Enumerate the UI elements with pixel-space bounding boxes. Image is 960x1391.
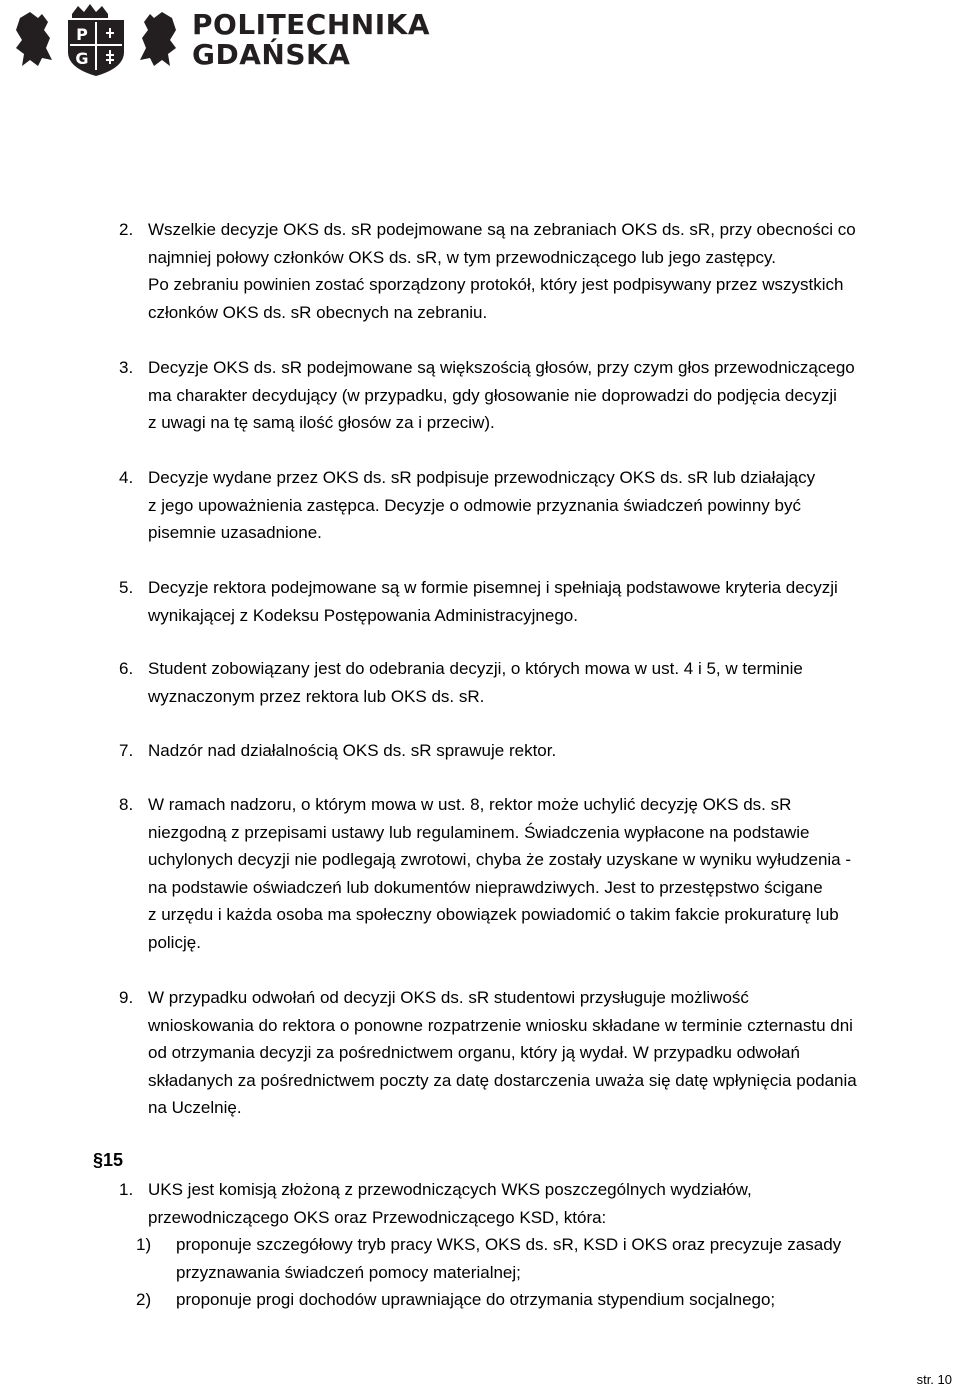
item-text: W ramach nadzoru, o którym mowa w ust. 8, rektor może uchylić decyzję OKS ds. sR niezgodną z przepisami ustawy lub regulaminem. Świadczenia wypłacone na podstawie uchylonych decyzji nie podlegają zwrotowi, chyba że zostały uzyskane w wyniku wyłudzenia - na podstawie oświadczeń lub dokumentów nieprawdziwych. Jest to przestępstwo ścigane z urzędu i każda osoba ma społeczny obowiązek powiadomić o takim fakcie prokuraturę lub policję. — [148, 795, 852, 952]
item-text: Nadzór nad działalnością OKS ds. sR sprawuje rektor. — [148, 741, 557, 760]
page-number: str. 10 — [916, 1372, 952, 1387]
item-text: Wszelkie decyzje OKS ds. sR podejmowane są na zebraniach OKS ds. sR, przy obecności co najmniej połowy członków OKS ds. sR, w tym przewodniczącego lub jego zastępcy. Po zebraniu powinien zostać sporządzony protokół, który jest podpisywany przez wszystkich członków OKS ds. sR obecnych na zebraniu. — [148, 220, 856, 322]
item-number: 3. — [119, 358, 134, 377]
item-text: UKS jest komisją złożoną z przewodniczących WKS poszczególnych wydziałów, przewodniczącego OKS oraz Przewodniczącego KSD, która: — [148, 1180, 752, 1227]
item-number: 5. — [119, 578, 134, 597]
item-number: 4. — [119, 468, 134, 487]
shield-letter-p: P — [76, 25, 88, 44]
sub-item-number: 1) — [136, 1235, 152, 1254]
item-number: 7. — [119, 741, 134, 760]
shield-letter-g: G — [75, 49, 89, 68]
item-text: Student zobowiązany jest do odebrania decyzji, o których mowa w ust. 4 i 5, w terminie wyznaczonym przez rektora lub OKS ds. sR. — [148, 659, 803, 706]
item-text: W przypadku odwołań od decyzji OKS ds. sR studentowi przysługuje możliwość wnioskowania do rektora o ponowne rozpatrzenie wniosku składane w terminie czternastu dni od otrzymania decyzji za pośrednictwem organu, który ją wydał. W przypadku odwołań składanych za pośrednictwem poczty za datę dostarczenia uważa się datę wpłynięcia podania na Uczelnię. — [148, 988, 857, 1117]
sub-item-number: 2) — [136, 1290, 152, 1309]
item-number: 9. — [119, 988, 134, 1007]
item-text: Decyzje wydane przez OKS ds. sR podpisuje przewodniczący OKS ds. sR lub działający z jego upoważnienia zastępca. Decyzje o odmowie przyznania świadczeń powinny być pisemnie uzasadnione. — [148, 468, 816, 542]
brand-line-1: POLITECHNIKA — [192, 8, 431, 41]
item-text: Decyzje OKS ds. sR podejmowane są większością głosów, przy czym głos przewodniczącego ma charakter decydujący (w przypadku, gdy głosowanie nie doprowadzi do podjęcia decyzji z uwagi na tę samą ilość głosów za i przeciw). — [148, 358, 855, 432]
brand-line-2: GDAŃSKA — [192, 38, 351, 71]
sub-item-text: proponuje szczegółowy tryb pracy WKS, OKS ds. sR, KSD i OKS oraz precyzuje zasady przyznawania świadczeń pomocy materialnej; — [176, 1235, 842, 1282]
item-number: 6. — [119, 659, 134, 678]
item-number: 1. — [119, 1180, 134, 1199]
sub-item-text: proponuje progi dochodów uprawniające do otrzymania stypendium socjalnego; — [176, 1290, 776, 1309]
item-number: 2. — [119, 220, 134, 239]
item-number: 8. — [119, 795, 134, 814]
item-text: Decyzje rektora podejmowane są w formie pisemnej i spełniają podstawowe kryteria decyzji wynikającej z Kodeksu Postępowania Administracyjnego. — [148, 578, 838, 625]
section-heading: §15 — [93, 1150, 124, 1170]
